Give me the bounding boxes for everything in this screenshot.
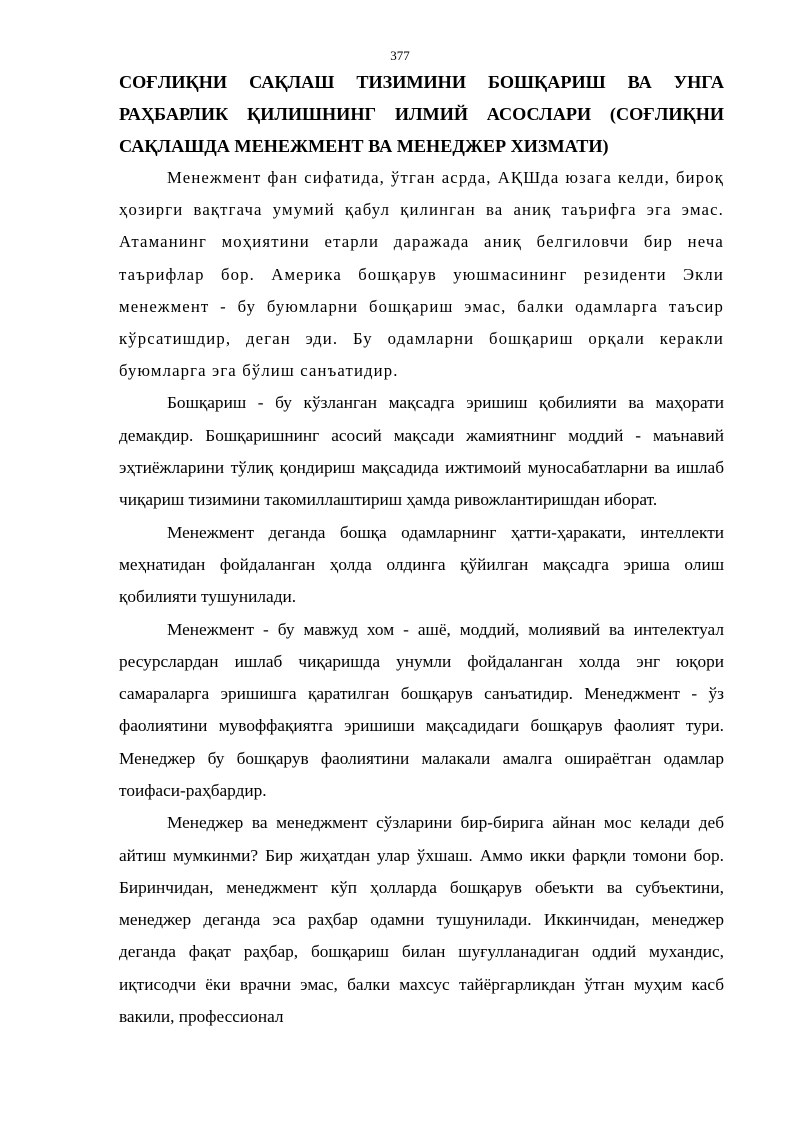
document-title: СОҒЛИҚНИ САҚЛАШ ТИЗИМИНИ БОШҚАРИШ ВА УНГА РАҲБАРЛИК ҚИЛИШНИНГ ИЛМИЙ АСОСЛАРИ (СОҒЛИҚНИ САҚЛАШДА МЕНЕЖМЕНТ ВА МЕНЕДЖЕР ХИЗМАТИ) — [119, 72, 724, 156]
page-number: 377 — [390, 48, 410, 63]
paragraph: Менежмент фан сифатида, ўтган асрда, АҚШда юзага келди, бироқ ҳозирги вақтгача умумий қабул қилинган ва аниқ таърифга эга эмас. Атаманинг моҳиятини етарли даражада аниқ белгиловчи бир неча таърифлар бор. Америка бошқарув уюшмасининг резиденти Экли менежмент - бу буюмларни бошқариш эмас, балки одамларга таъсир кўрсатишдир, деган эди. Бу одамларни бошқариш орқали керакли буюмларга эга бўлиш санъатидир. — [119, 168, 724, 381]
paragraph: Бошқариш - бу кўзланган мақсадга эришиш қобилияти ва маҳорати демакдир. Бошқаришнинг асосий мақсади жамиятнинг моддий - маънавий эҳтиёжларини тўлиқ қондириш мақсадида ижтимоий муносабатларни ва ишлаб чиқариш тизимини такомиллаштириш ҳамда ривожлантиришдан иборат. — [119, 393, 724, 510]
document-body — [119, 66, 724, 1033]
paragraph: Менежмент деганда бошқа одамларнинг ҳатти-ҳаракати, интеллекти меҳнатидан фойдаланган ҳолда олдинга қўйилган мақсадга эриша олиш қобилияти тушунилади. — [119, 522, 724, 607]
paragraph: Менежмент - бу мавжуд хом - ашё, моддий, молиявий ва интелектуал ресурслардан ишлаб чиқаришда унумли фойдаланган холда энг юқори самараларга эришишга қаратилган бошқарув санъатидир. Менеджмент - ўз фаолиятини мувоффақиятга эришиши мақсадидаги бошқарув фаолият тури. Менеджер бу бошқарув фаолиятини малакали амалга ошираётган одамлар тоифаси-раҳбардир. — [119, 619, 724, 800]
paragraph: Менеджер ва менеджмент сўзларини бир-бирига айнан мос келади деб айтиш мумкинми? Бир жиҳатдан улар ўхшаш. Аммо икки фарқли томони бор. Биринчидан, менеджмент кўп ҳолларда бошқарув обеъкти ва субъектини, менеджер деганда эса раҳбар одамни тушунилади. Иккинчидан, менеджер деганда фақат раҳбар, бошқариш билан шуғулланадиган оддий мухандис, иқтисодчи ёки врачни эмас, балки махсус тайёргарликдан ўтган муҳим касб вакили, профессионал — [119, 813, 724, 1027]
